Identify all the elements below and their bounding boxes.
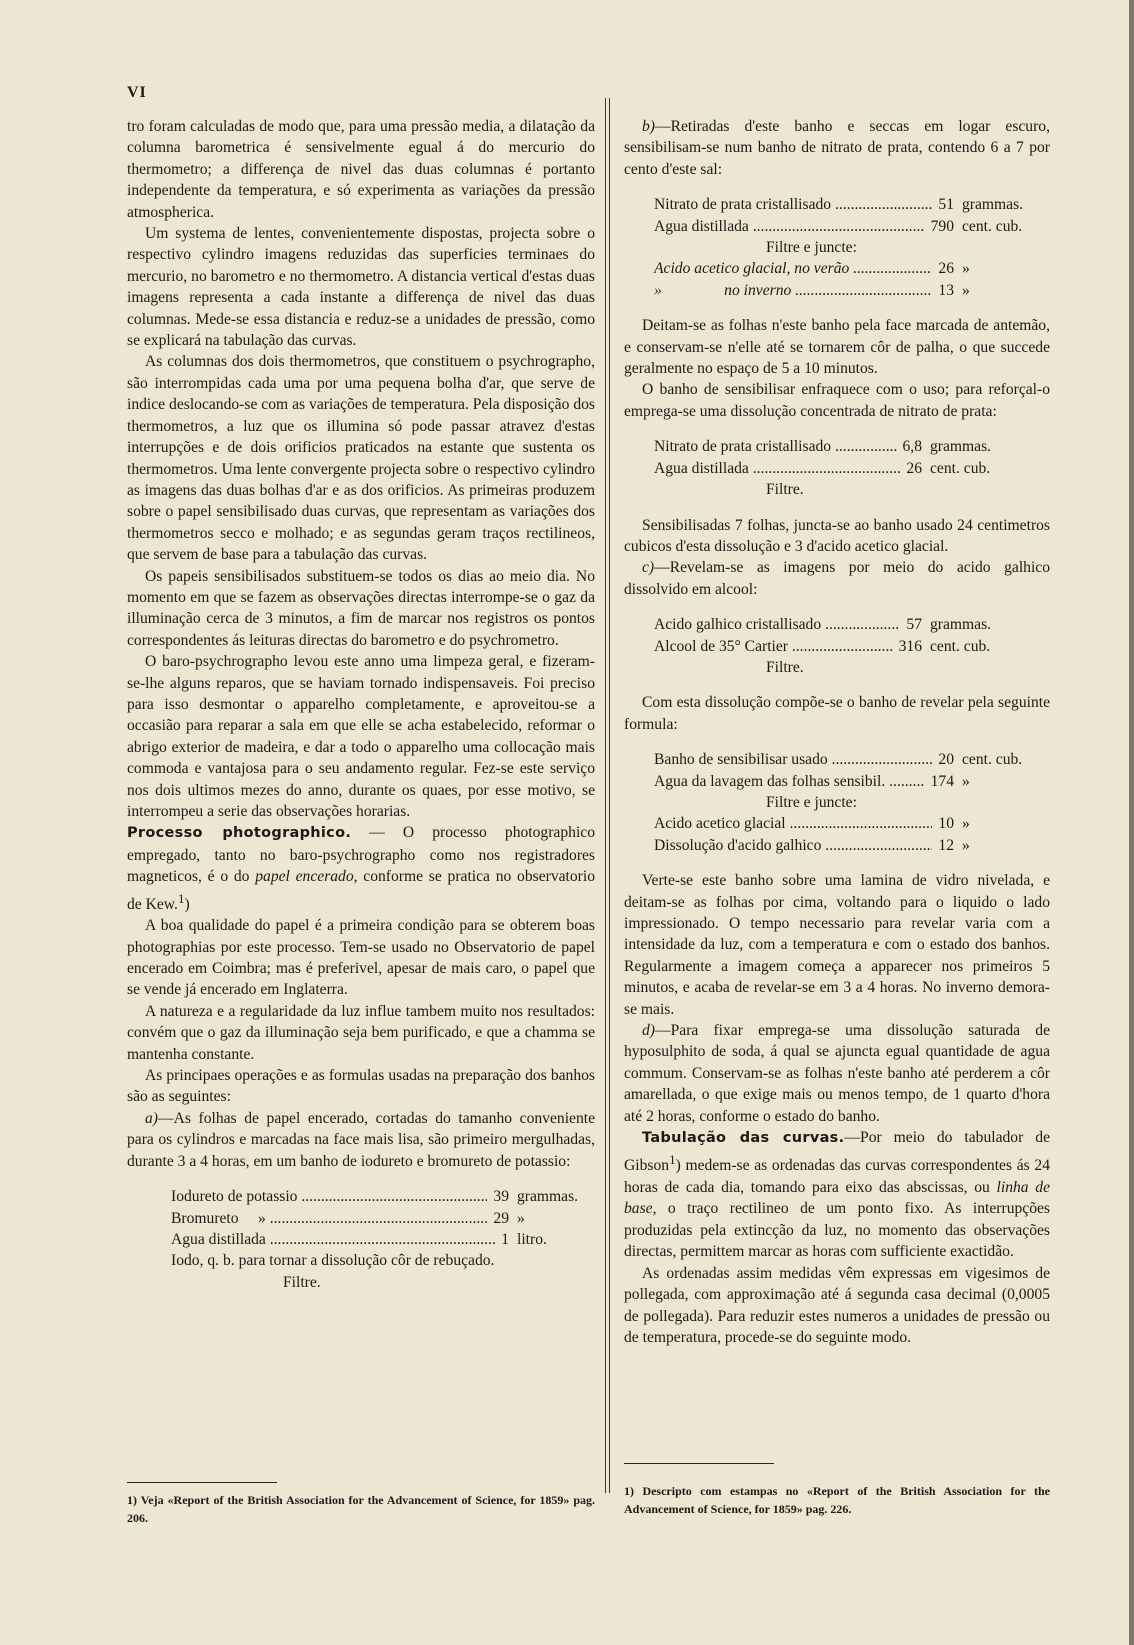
step-label: c): [642, 559, 655, 577]
recipe-table-c: [654, 436, 1010, 500]
recipe-row: Dissolução d'acido galhico ..... 12 »: [654, 835, 1042, 856]
recipe-row: Nitrato de prata cristallisado ..... 6,8 grammas.: [654, 436, 1010, 457]
paragraph-photographic-process: Processo photographico. — O processo photographico empregado, tanto no baro-psychrographo como nos registradores magneticos, é o do papel encerado, conforme se pratica no observatorio de Kew.$^1$): [127, 824, 595, 913]
page-edge: [1129, 0, 1134, 1645]
paragraph: As columnas dos dois thermometros, que constituem o psychrographo, são interrompidas cada uma por uma pequena bolha d'ar, que serve de indice deslocando-se com as variações de temperatura. Pela disposição dos thermometros, a luz que os illumina só pode passar atravez d'estas interrupções e de dois orificios praticados na estante que sustenta os thermometros. Uma lente convergente projecta sobre o respectivo cylindro as imagens das duas bolhas d'ar e as dos orificios. As primeiras produzem sobre o papel sensibilisado duas curvas, que representam as variações dos thermometros secco e molhado; e as segundas geram traços rectilineos, que servem de base para a tabulação das curvas.: [127, 353, 595, 564]
paragraph: Um systema de lentes, convenientemente dispostas, projecta sobre o respectivo cylindro imagens reduzidas das superficies terminaes do mercurio, no barometro e no thermometro. A distancia vertical d'estas duas imagens representa a cada instante a differença de nivel das duas columnas. Mede-se essa distancia e reduz-se a unidades de pressão, como se explicará na tabulação das curvas.: [127, 225, 595, 350]
filter-instruction: Filtre e juncte:: [766, 239, 857, 257]
paragraph: As ordenadas assim medidas vêm expressas em vigesimos de pollegada, com approximação até á segunda casa decimal (0,0005 de pollegada). Para reduzir estes numeros a unidades de pressão ou de temperatura, procede-se do seguinte modo.: [624, 1264, 1050, 1346]
paragraph: O baro-psychrographo levou este anno uma limpeza geral, e fizeram-se-lhe alguns reparos, que se haviam tornado indispensaveis. Foi preciso para isso desmontar o apparelho completamente, e aproveitou-se a occasião para reparar a sala em que elle se acha estabelecido, reformar o abrigo exterior de madeira, e dar a todo o apparelho uma collocação mais commoda e vantajosa para o seu andamento regular. Fez-se este serviço nos dois ultimos mezes do anno, durante os quaes, por esse motivo, se interrompeu a serie das observações horarias.: [127, 653, 595, 820]
recipe-row: Agua distillada ..... 790 cent. cub.: [654, 216, 1042, 237]
section-heading: Processo photographico.: [127, 825, 352, 842]
paragraph-tabulation: Tabulação das curvas.—Por meio do tabulador de Gibson$^1$) medem-se as ordenadas das curvas correspondentes ás 24 horas de cada dia, tomando para eixo das abscissas, ou linha de base, o traço rectilineo de um ponto fixo. As interrupções produzidas pela extincção da luz, no momento das observações directas, permittem marcar as horas com sufficiente exactidão.: [624, 1129, 1050, 1261]
recipe-row: Agua da lavagem das folhas sensibil. ..... 174 »: [654, 771, 1042, 792]
recipe-row: Banho de sensibilisar usado ..... 20 cent. cub.: [654, 749, 1042, 770]
footnote-rule-right: [624, 1463, 774, 1464]
recipe-row: » no inverno ..... 13 »: [654, 280, 1042, 301]
paragraph: A natureza e a regularidade da luz influe tambem muito nos resultados: convém que o gaz da illuminação seja bem purificado, e que a chamma se mantenha constante.: [127, 1002, 595, 1063]
paragraph: Deitam-se as folhas n'este banho pela face marcada de antemão, e conservam-se n'elle até se tornarem côr de palha, o que succede geralmente no espaço de 5 a 10 minutos.: [624, 317, 1050, 378]
recipe-table-e: [654, 749, 1042, 856]
paragraph: A boa qualidade do papel é a primeira condição para se obterem boas photographias por este processo. Tem-se usado no Observatorio de papel encerado em Coimbra; mas é preferivel, apesar de mais caro, o papel que se vende já encerado em Inglaterra.: [127, 917, 595, 999]
paragraph: Sensibilisadas 7 folhas, juncta-se ao banho usado 24 centimetros cubicos d'esta dissolução e 3 d'acido acetico glacial.: [624, 516, 1050, 555]
footnote-rule-left: [127, 1482, 277, 1483]
filter-instruction: Filtre.: [766, 658, 804, 676]
paragraph: Os papeis sensibilisados substituem-se todos os dias ao meio dia. No momento em que se fazem as observações directas interrompe-se o gaz da illuminação cerca de 3 minutos, a fim de marcar nos registros os pontos correspondentes ás leituras directas do barometro e do psychrometro.: [127, 567, 595, 649]
recipe-row: Bromureto » ..... 29 »: [171, 1208, 581, 1229]
paragraph: As principaes operações e as formulas usadas na preparação dos banhos são as seguintes:: [127, 1067, 595, 1106]
paragraph: tro foram calculadas de modo que, para uma pressão media, a dilatação da columna barometrica é sensivelmente egual á do mercurio do thermometro; a differença de nivel das duas columnas é portanto independente da temperatura, e só experimenta as variações da pressão atmospherica.: [127, 118, 595, 221]
paragraph-step-c: c)—Revelam-se as imagens por meio do acido galhico dissolvido em alcool:: [624, 559, 1050, 598]
paragraph-step-d: d)—Para fixar emprega-se uma dissolução saturada de hyposulphito de soda, á qual se ajuncta egual quantidade de agua commum. Conservam-se as folhas n'este banho até perderem a côr amarellada, o que exige mais ou menos tempo, de 1 quarto d'hora até 2 horas, conforme o estado do banho.: [624, 1022, 1050, 1125]
filter-instruction: Filtre.: [766, 481, 804, 499]
recipe-row: Nitrato de prata cristallisado ..... 51 grammas.: [654, 194, 1042, 215]
filter-instruction: Filtre e juncte:: [766, 793, 857, 811]
footnote-right: 1) Descripto com estampas no «Report of the British Association for the Advancement of Science, for 1859» pag. 226.: [624, 1484, 1050, 1516]
recipe-row: Acido acetico glacial, no verão ..... 26 »: [654, 258, 1042, 279]
step-label: b): [642, 118, 655, 135]
paragraph-step-a: a)—As folhas de papel encerado, cortadas do tamanho conveniente para os cylindros e marcadas na face mais lisa, são primeiro mergulhadas, durante 3 a 4 horas, em um banho de iodureto e bromureto de potassio:: [127, 1109, 595, 1170]
paragraph: Verte-se este banho sobre uma lamina de vidro nivelada, e deitam-se as folhas por cima, voltando para o liquido o lado impressionado. O tempo necessario para revelar varia com a intensidade da luz, com a temperatura e com o estado dos banhos. Regularmente a imagem começa a apparecer nos primeiros 5 minutos, e acaba de revelar-se em 3 a 4 horas. No inverno demora-se mais.: [624, 872, 1050, 1018]
left-column: [127, 116, 595, 1307]
recipe-note: Iodo, q. b. para tornar a dissolução côr de rebuçado.: [171, 1252, 495, 1270]
right-column: [624, 116, 1050, 1348]
recipe-row: Alcool de 35° Cartier ..... 316 cent. cub.: [654, 636, 1010, 657]
recipe-row: Agua distillada ..... 26 cent. cub.: [654, 458, 1010, 479]
section-heading: Tabulação das curvas.: [642, 1130, 845, 1147]
filter-instruction: Filtre.: [283, 1273, 321, 1291]
footnote-ref: 1: [669, 1152, 676, 1168]
recipe-row: Acido galhico cristallisado ..... 57 grammas.: [654, 614, 1010, 635]
column-rule-left: [605, 98, 606, 1493]
recipe-row: Acido acetico glacial ..... 10 »: [654, 813, 1042, 834]
recipe-table-b: [654, 194, 1042, 301]
step-label: a): [145, 1109, 158, 1127]
paragraph: Com esta dissolução compõe-se o banho de revelar pela seguinte formula:: [624, 694, 1050, 733]
recipe-table-a: [171, 1186, 581, 1293]
step-label: d): [642, 1022, 655, 1040]
recipe-row: Iodureto de potassio ..... 39 grammas.: [171, 1186, 581, 1207]
recipe-table-d: [654, 614, 1010, 678]
column-rule-right: [609, 98, 610, 1493]
footnote-ref: 1: [177, 890, 185, 906]
page-number: VI: [127, 84, 147, 101]
paragraph: O banho de sensibilisar enfraquece com o uso; para reforçal-o emprega-se uma dissolução concentrada de nitrato de prata:: [624, 381, 1050, 420]
footnote-left: 1) Veja «Report of the British Association for the Advancement of Science, for 1859» pag. 206.: [127, 1493, 595, 1525]
recipe-row: Agua distillada ..... 1 litro.: [171, 1229, 581, 1250]
paragraph-step-b: b)—Retiradas d'este banho e seccas em logar escuro, sensibilisam-se num banho de nitrato de prata, contendo 6 a 7 por cento d'este sal:: [624, 118, 1050, 178]
